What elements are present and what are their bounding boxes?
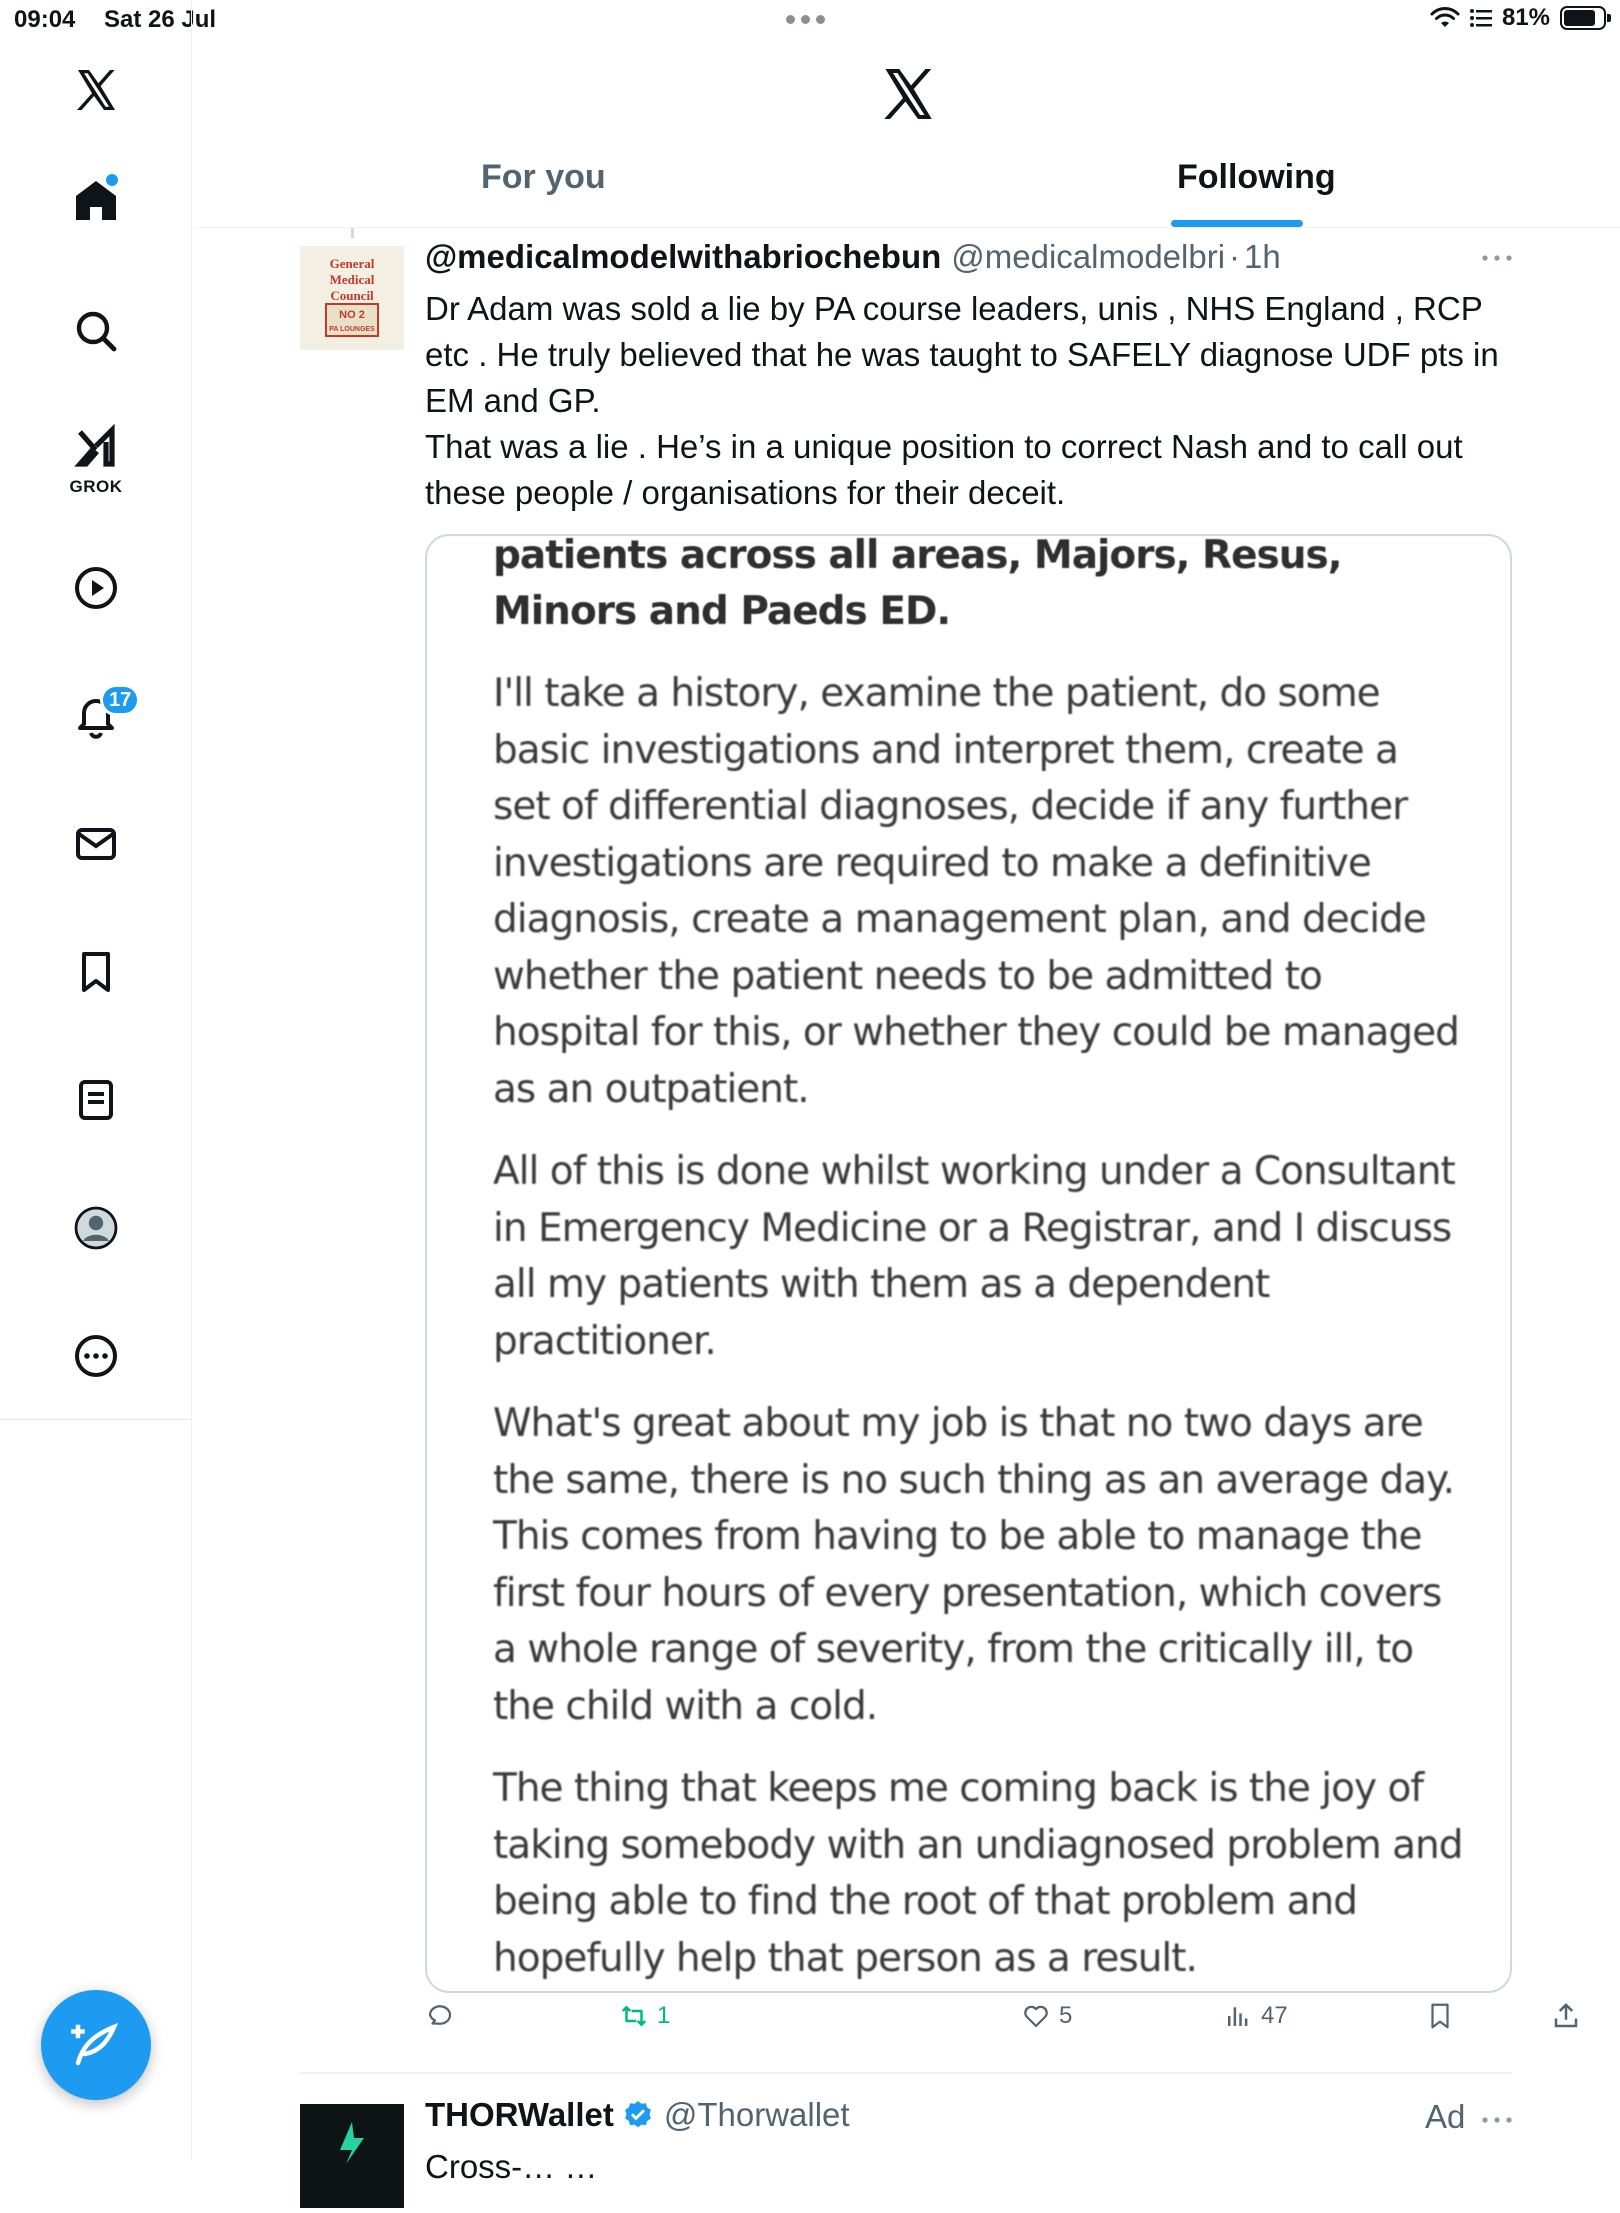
like-button[interactable] — [1021, 1996, 1072, 2036]
mail-icon[interactable] — [68, 816, 124, 872]
heart-icon — [1021, 2001, 1051, 2031]
image-paragraph: What's great about my job is that no two days are the same, there is no such thing as an average day. This comes from having to be able to manage the first four hours of every presentation, which covers a whole range of severity, from the critically ill, to the child with a cold. — [493, 1401, 1455, 1729]
compose-button[interactable] — [41, 1990, 151, 2100]
status-time: 09:04 — [14, 6, 76, 33]
tweet-header — [425, 238, 1565, 284]
sidebar — [0, 0, 192, 2160]
list-icon[interactable] — [68, 1072, 124, 1128]
battery-percent: 81% — [1501, 4, 1550, 31]
author-name[interactable]: THORWallet — [425, 2096, 614, 2133]
image-content — [493, 528, 1463, 1987]
retweet-count: 1 — [657, 2002, 671, 2029]
home-unread-dot — [106, 174, 118, 186]
tweet-text — [425, 286, 1515, 516]
image-paragraph: All of this is done whilst working under a Consultant in Emergency Medicine or a Registrar, and I discuss all my patients with them as a dependent practitioner. — [493, 1149, 1455, 1364]
share-button[interactable] — [1551, 1996, 1581, 2036]
thorwallet-logo-icon — [300, 2104, 404, 2208]
author-avatar[interactable] — [300, 2104, 404, 2208]
compose-icon — [69, 2018, 123, 2072]
retweet-button[interactable] — [619, 1996, 670, 2036]
status-right — [1430, 4, 1606, 32]
verified-badge-icon — [622, 2099, 654, 2131]
bookmark-icon — [1425, 2001, 1455, 2031]
tab-for-you[interactable]: For you — [481, 158, 606, 196]
grok-label: GROK — [69, 477, 123, 496]
author-avatar[interactable] — [300, 246, 404, 350]
more-icon[interactable] — [1479, 2112, 1515, 2128]
tweet[interactable] — [193, 228, 1620, 2073]
status-bar — [0, 0, 1620, 40]
tweet-image[interactable] — [425, 534, 1512, 1993]
views-icon — [1223, 2001, 1253, 2031]
search-icon[interactable] — [68, 303, 124, 359]
tweet-header — [425, 2096, 850, 2134]
reply-button[interactable] — [425, 1996, 463, 2036]
focus-list-icon — [1470, 8, 1492, 28]
image-paragraph: The thing that keeps me coming back is the joy of taking somebody with an undiagnosed problem and being able to find the root of that problem and hopefully help that person as a result. — [493, 1766, 1463, 1981]
svg-text:PA LOUNGES: PA LOUNGES — [329, 326, 375, 333]
x-logo-icon[interactable] — [68, 62, 124, 118]
view-count: 47 — [1261, 2002, 1288, 2029]
retweet-icon — [619, 2001, 649, 2031]
timeline-header — [193, 40, 1620, 228]
active-tab-indicator — [1171, 220, 1303, 227]
separator: · — [1229, 238, 1241, 275]
tab-following[interactable]: Following — [1177, 158, 1336, 196]
avatar-icon[interactable] — [68, 1200, 124, 1256]
author-handle[interactable]: @medicalmodelbri — [951, 238, 1226, 275]
reply-icon — [425, 2001, 455, 2031]
more-icon[interactable] — [1479, 250, 1515, 266]
thread-line — [351, 228, 354, 238]
avatar-logo — [300, 246, 404, 350]
author-name[interactable]: @medicalmodelwithabriochebun — [425, 238, 942, 275]
image-lead-text: patients across all areas, Majors, Resus, Minors and Paeds ED. — [493, 533, 1342, 634]
tweet-ad[interactable] — [193, 2074, 1620, 2185]
ad-label: Ad — [1425, 2098, 1466, 2135]
tweet-actions — [425, 1996, 1585, 2040]
wifi-icon — [1430, 6, 1460, 30]
views-button[interactable] — [1223, 1996, 1288, 2036]
play-icon[interactable] — [68, 560, 124, 616]
sidebar-divider — [0, 1419, 192, 1420]
share-icon — [1551, 2001, 1581, 2031]
x-logo-icon — [877, 64, 939, 124]
more-circle-icon[interactable] — [68, 1328, 124, 1384]
like-count: 5 — [1059, 2002, 1073, 2029]
tweet-time[interactable]: 1h — [1244, 238, 1281, 275]
svg-text:General: General — [329, 256, 375, 271]
bookmark-icon[interactable] — [68, 944, 124, 1000]
author-handle[interactable]: @Thorwallet — [663, 2096, 850, 2133]
svg-text:NO 2: NO 2 — [339, 309, 365, 321]
tweet-text: Cross-… … — [425, 2148, 598, 2185]
image-paragraph: I'll take a history, examine the patient, do some basic investigations and interpret them, create a set of differential diagnoses, decide if any further investigations are required to make a definitive diagnosis, create a management plan, and decide whether the patient needs to be admitted to hospital for this, or whether they could be managed as an outpatient. — [493, 671, 1459, 1112]
notification-badge: 17 — [100, 684, 140, 716]
tweet-text-line: Dr Adam was sold a lie by PA course leaders, unis , NHS England , RCP etc . He truly believed that he was taught to SAFELY diagnose UDF pts in EM and GP. — [425, 290, 1499, 419]
tweet-text-line: That was a lie . He’s in a unique position to correct Nash and to call out these people / organisations for their deceit. — [425, 428, 1463, 511]
multitasking-dots[interactable] — [786, 10, 834, 28]
bookmark-button[interactable] — [1425, 1996, 1455, 2036]
grok-icon[interactable] — [68, 420, 124, 476]
status-date: Sat 26 Jul — [104, 6, 217, 33]
svg-text:Council: Council — [330, 288, 374, 303]
svg-text:Medical: Medical — [329, 272, 375, 287]
battery-icon — [1560, 6, 1606, 30]
